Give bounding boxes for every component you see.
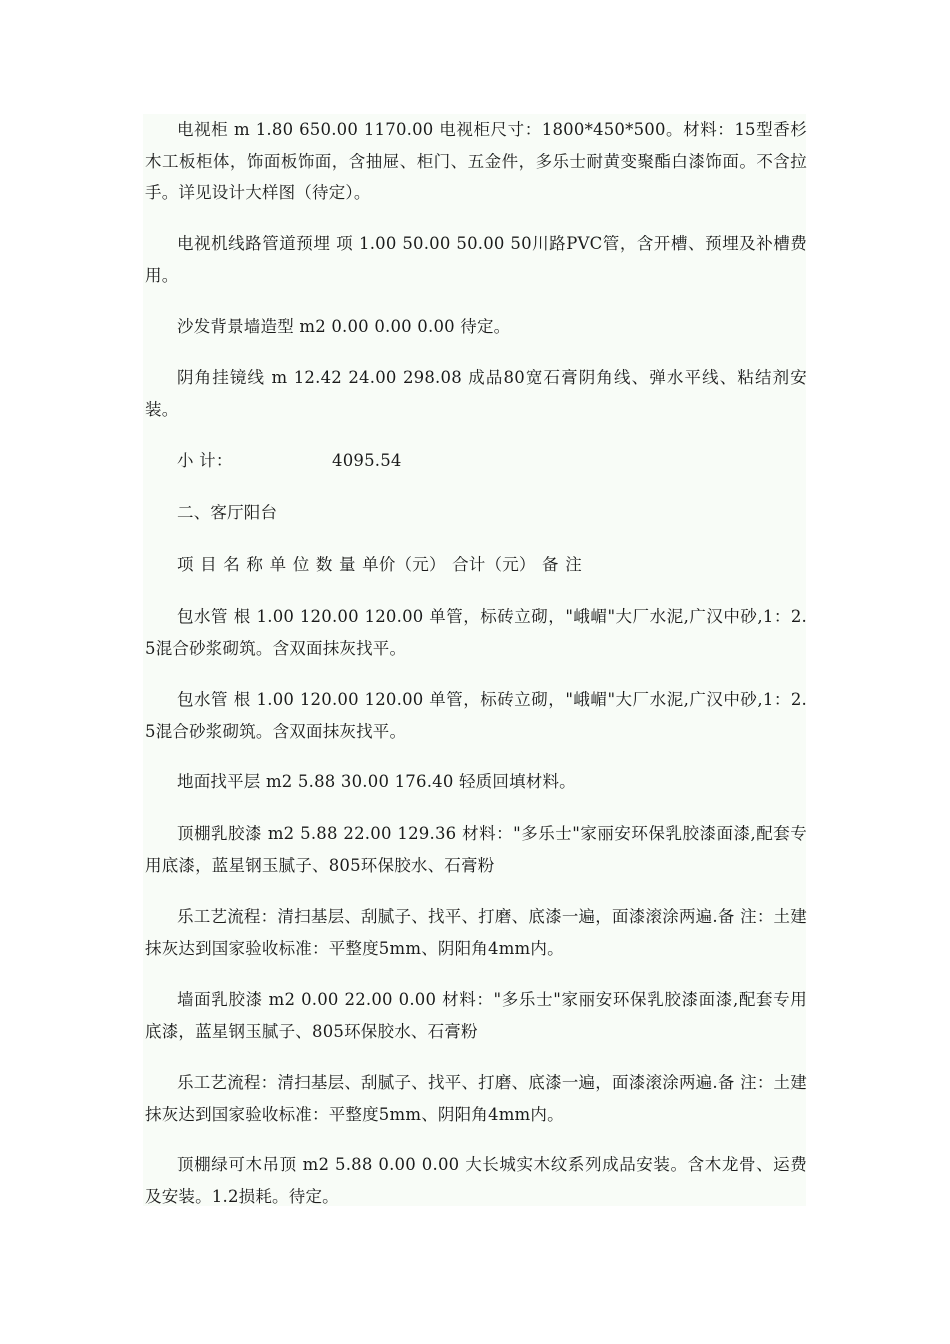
paragraph-floor-leveling: 地面找平层 m2 5.88 30.00 176.40 轻质回填材料。: [177, 772, 576, 791]
paragraph-process-1: 乐工艺流程：清扫基层、刮腻子、找平、打磨、底漆一遍，面漆滚涂两遍.备 注：土建抹灰达到国家验收标准：平整度5mm、阴阳角4mm内。: [145, 907, 807, 958]
paragraph-wall-paint: 墙面乳胶漆 m2 0.00 22.00 0.00 材料："多乐士"家丽安环保乳胶漆面漆,配套专用底漆，蓝星钢玉腻子、805环保胶水、石膏粉: [145, 990, 807, 1041]
subtotal-value: 4095.54: [332, 451, 402, 470]
paragraph-tv-wiring: 电视机线路管道预埋 项 1.00 50.00 50.00 50川路PVC管，含开槽、预埋及补槽费用。: [145, 234, 807, 285]
subtotal-label: 小 计：: [177, 451, 233, 470]
subtotal-row: [145, 445, 807, 477]
paragraph-tv-cabinet: 电视柜 m 1.80 650.00 1170.00 电视柜尺寸：1800*450*500。材料：15型香杉木工板柜体，饰面板饰面，含抽屉、柜门、五金件，多乐士耐黄变聚酯白漆饰面。不含拉手。详见设计大样图（待定）。: [145, 120, 807, 202]
paragraph-cornice: 阴角挂镜线 m 12.42 24.00 298.08 成品80宽石膏阴角线、弹水平线、粘结剂安装。: [145, 368, 807, 419]
section-heading-balcony: 二、客厅阳台: [177, 503, 278, 522]
paragraph-pipe-wrap-1: 包水管 根 1.00 120.00 120.00 单管，标砖立砌，"峨嵋"大厂水泥,广汉中砂,1：2.5混合砂浆砌筑。含双面抹灰找平。: [145, 607, 807, 658]
paragraph-sofa-wall: 沙发背景墙造型 m2 0.00 0.00 0.00 待定。: [177, 317, 511, 336]
document-content: [143, 114, 806, 1206]
paragraph-process-2: 乐工艺流程：清扫基层、刮腻子、找平、打磨、底漆一遍，面漆滚涂两遍.备 注：土建抹灰达到国家验收标准：平整度5mm、阴阳角4mm内。: [145, 1073, 807, 1124]
paragraph-wood-ceiling: 顶棚绿可木吊顶 m2 5.88 0.00 0.00 大长城实木纹系列成品安装。含木龙骨、运费及安装。1.2损耗。待定。: [145, 1155, 807, 1206]
paragraph-pipe-wrap-2: 包水管 根 1.00 120.00 120.00 单管，标砖立砌，"峨嵋"大厂水泥,广汉中砂,1：2.5混合砂浆砌筑。含双面抹灰找平。: [145, 690, 807, 741]
table-header-row: 项 目 名 称 单 位 数 量 单价（元） 合计（元） 备 注: [177, 555, 582, 574]
paragraph-ceiling-paint: 顶棚乳胶漆 m2 5.88 22.00 129.36 材料："多乐士"家丽安环保乳胶漆面漆,配套专用底漆，蓝星钢玉腻子、805环保胶水、石膏粉: [145, 824, 807, 875]
